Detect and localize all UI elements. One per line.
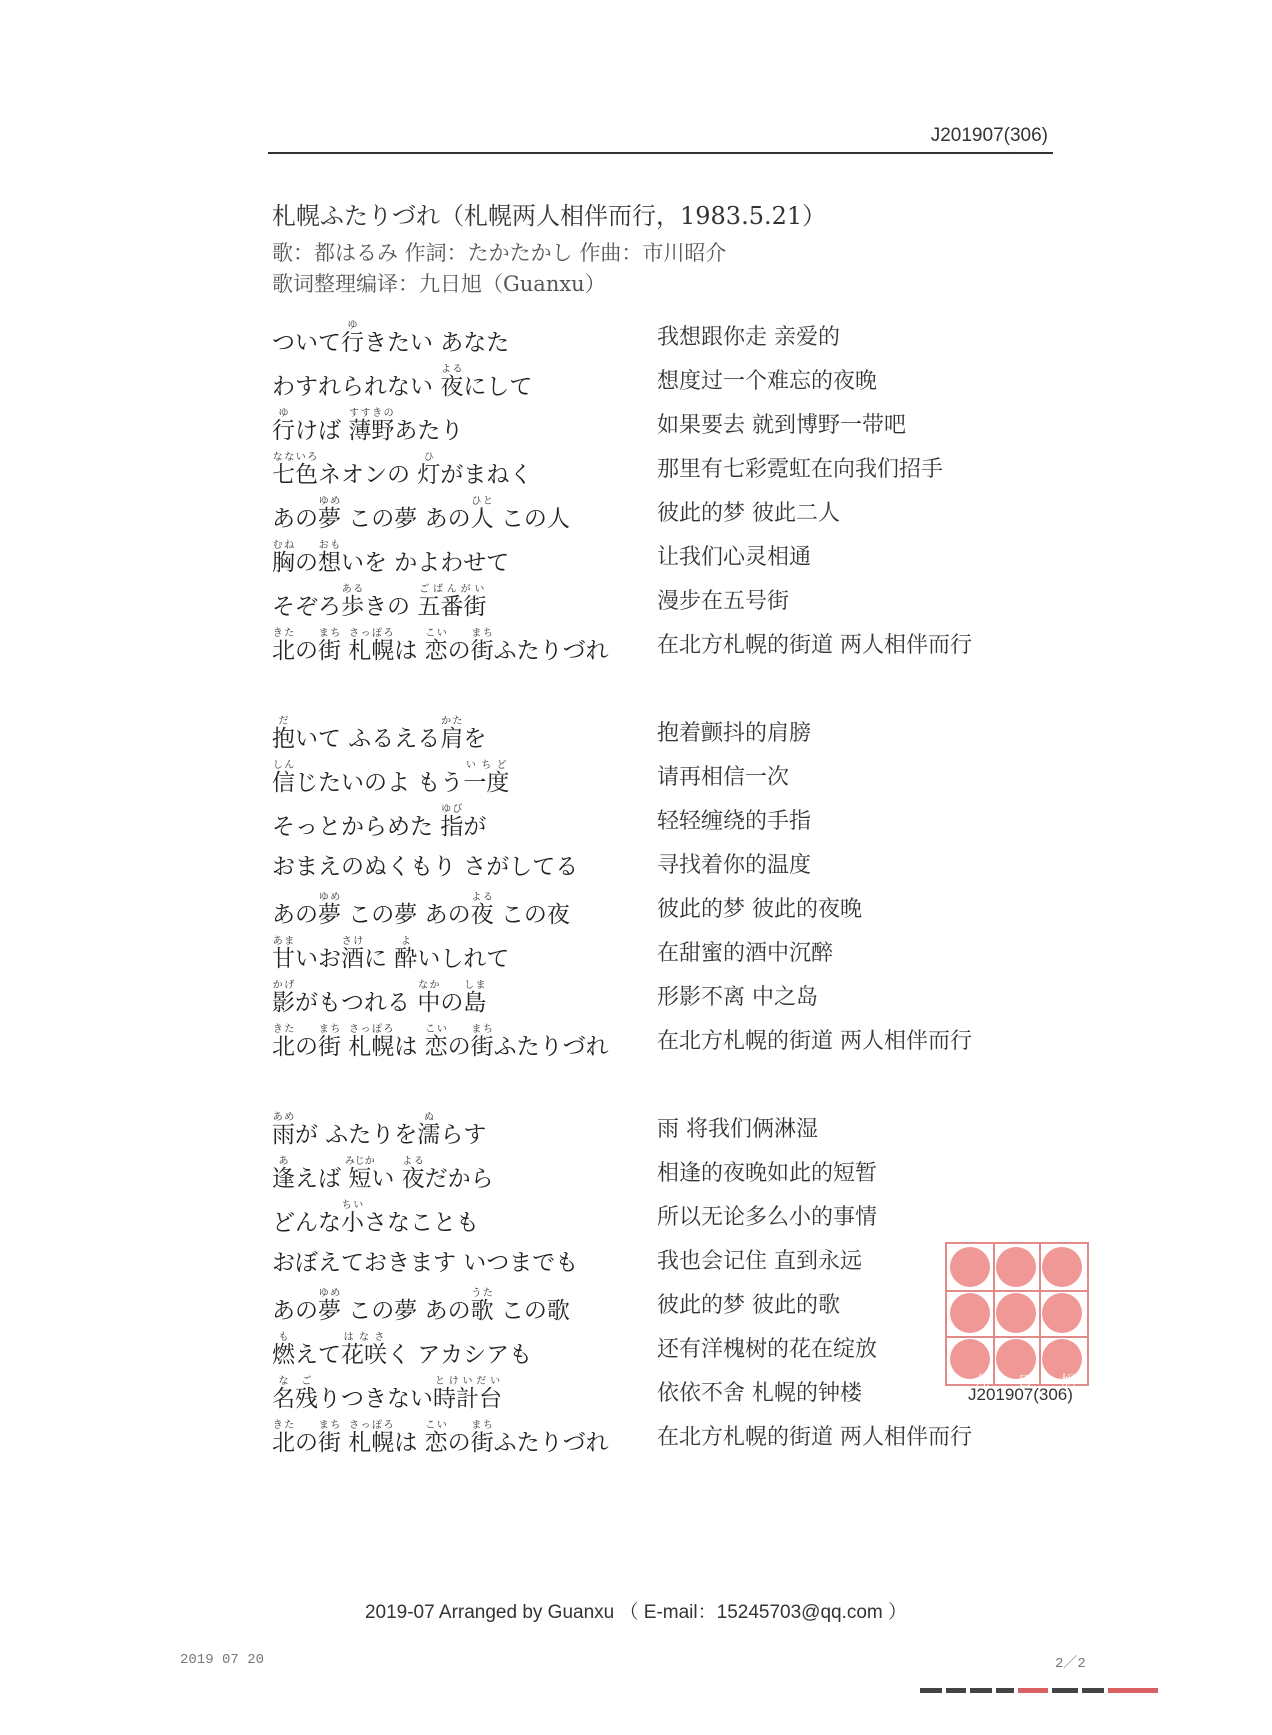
lyric-jp: 影かげがもつれる 中なかの島しま xyxy=(272,980,487,1016)
page-number: 2／2 xyxy=(1055,1656,1086,1672)
lyric-jp: 北きたの街まち 札幌さっぽろは 恋こいの街まちふたりづれ xyxy=(272,1420,609,1456)
lyric-cn: 还有洋槐树的花在绽放 xyxy=(657,1337,878,1362)
header-rule xyxy=(268,152,1053,154)
lyric-line xyxy=(0,364,1272,408)
lyric-cn: 我也会记住 直到永远 xyxy=(657,1249,862,1274)
lyric-cn: 抱着颤抖的肩膀 xyxy=(657,721,812,746)
lyric-cn: 雨 将我们俩淋湿 xyxy=(657,1117,818,1142)
lyric-line xyxy=(0,1420,1272,1464)
lyric-jp: わすれられない 夜よるにして xyxy=(272,364,533,400)
lyric-cn: 在北方札幌的街道 两人相伴而行 xyxy=(657,1029,972,1054)
lyric-cn: 彼此的梦 彼此的歌 xyxy=(657,1293,840,1318)
lyric-cn: 轻轻缠绕的手指 xyxy=(657,809,812,834)
lyric-cn: 彼此的梦 彼此二人 xyxy=(657,501,840,526)
lyric-jp: あの夢ゆめ この夢 あの夜よる この夜 xyxy=(272,892,570,928)
song-credits: 歌：都はるみ 作詞：たかたかし 作曲：市川昭介 xyxy=(272,241,727,265)
seal-char: 旭 xyxy=(1060,1372,1076,1390)
lyric-line xyxy=(0,716,1272,760)
seal-stamp xyxy=(945,1242,1089,1386)
lyric-cn: 形影不离 中之岛 xyxy=(657,985,818,1010)
song-title xyxy=(272,196,826,231)
lyric-line xyxy=(0,584,1272,628)
lyric-cn: 在北方札幌的街道 两人相伴而行 xyxy=(657,1425,972,1450)
lyric-cn: 想度过一个难忘的夜晚 xyxy=(657,369,878,394)
seal-code: J201907(306) xyxy=(968,1385,1073,1404)
lyric-jp: 雨あめが ふたりを濡ぬらす xyxy=(272,1112,487,1148)
song-title-subtitle: （札幌两人相伴而行，1983.5.21） xyxy=(440,202,827,230)
lyric-jp: 七色なないろネオンの 灯ひがまねく xyxy=(272,452,533,488)
lyric-jp: 信しんじたいのよ もう一度いちど xyxy=(272,760,510,796)
lyric-cn: 彼此的梦 彼此的夜晚 xyxy=(657,897,862,922)
lyric-cn: 我想跟你走 亲爱的 xyxy=(657,325,840,350)
clipped-watermark xyxy=(920,1683,1200,1693)
lyric-jp: おまえのぬくもり さがしてる xyxy=(272,854,579,880)
lyric-cn: 漫步在五号街 xyxy=(657,589,790,614)
lyric-jp: ついて行ゆきたい あなた xyxy=(272,320,510,356)
lyric-line xyxy=(0,540,1272,584)
lyric-line xyxy=(0,760,1272,804)
lyric-line xyxy=(0,848,1272,892)
lyric-line xyxy=(0,1024,1272,1068)
lyric-line xyxy=(0,804,1272,848)
lyric-jp: 胸むねの想おもいを かよわせて xyxy=(272,540,510,576)
lyric-jp: 甘あまいお酒さけに 酔よいしれて xyxy=(272,936,510,972)
lyric-jp: 北きたの街まち 札幌さっぽろは 恋こいの街まちふたりづれ xyxy=(272,1024,609,1060)
print-date: 2019 07 20 xyxy=(180,1652,265,1668)
lyric-line xyxy=(0,628,1272,672)
lyric-jp: あの夢ゆめ この夢 あの人ひと この人 xyxy=(272,496,570,532)
lyric-jp: そっとからめた 指ゆびが xyxy=(272,804,487,840)
lyric-line xyxy=(0,1200,1272,1244)
lyric-line xyxy=(0,408,1272,452)
lyric-line xyxy=(0,452,1272,496)
lyric-jp: 北きたの街まち 札幌さっぽろは 恋こいの街まちふたりづれ xyxy=(272,628,609,664)
lyric-line xyxy=(0,496,1272,540)
lyric-cn: 在北方札幌的街道 两人相伴而行 xyxy=(657,633,972,658)
lyric-line xyxy=(0,892,1272,936)
lyric-line xyxy=(0,320,1272,364)
footer-credit: 2019-07 Arranged by Guanxu （ E-mail：15245703@qq.com ） xyxy=(364,1602,908,1623)
lyric-jp: 逢あえば 短みじかい 夜よるだから xyxy=(272,1156,494,1192)
lyric-jp: 燃もえて花咲はなさく アカシアも xyxy=(272,1332,533,1368)
document-code-top: J201907(306) xyxy=(930,125,1048,146)
lyric-jp: そぞろ歩あるきの 五番街ごばんがい xyxy=(272,584,487,620)
song-arranger: 歌词整理编译：九日旭（Guanxu） xyxy=(272,272,606,296)
lyric-line xyxy=(0,1156,1272,1200)
lyric-line xyxy=(0,980,1272,1024)
lyric-jp: 名残なごりつきない時計台とけいだい xyxy=(272,1376,502,1412)
lyric-jp: どんな小ちいさなことも xyxy=(272,1200,479,1236)
lyric-jp: あの夢ゆめ この夢 あの歌うた この歌 xyxy=(272,1288,570,1324)
lyric-line xyxy=(0,1112,1272,1156)
lyric-line xyxy=(0,936,1272,980)
lyric-cn: 相逢的夜晚如此的短暂 xyxy=(657,1161,878,1186)
lyric-jp: おぼえておきます いつまでも xyxy=(272,1250,579,1276)
lyric-cn: 如果要去 就到博野一带吧 xyxy=(657,413,906,438)
lyric-cn: 在甜蜜的酒中沉醉 xyxy=(657,941,834,966)
lyric-jp: 行ゆけば 薄野すすきのあたり xyxy=(272,408,464,444)
lyric-cn: 请再相信一次 xyxy=(657,765,790,790)
lyric-cn: 所以无论多么小的事情 xyxy=(657,1205,878,1230)
lyric-cn: 让我们心灵相通 xyxy=(657,545,812,570)
seal-char: 九 xyxy=(974,1372,990,1390)
song-title-main: 札幌ふたりづれ xyxy=(272,202,440,230)
lyric-jp: 抱だいて ふるえる肩かたを xyxy=(272,716,487,752)
lyric-cn: 依依不舍 札幌的钟楼 xyxy=(657,1381,862,1406)
seal-char: 日 xyxy=(1017,1372,1033,1390)
lyric-cn: 那里有七彩霓虹在向我们招手 xyxy=(657,457,944,482)
lyric-cn: 寻找着你的温度 xyxy=(657,853,812,878)
